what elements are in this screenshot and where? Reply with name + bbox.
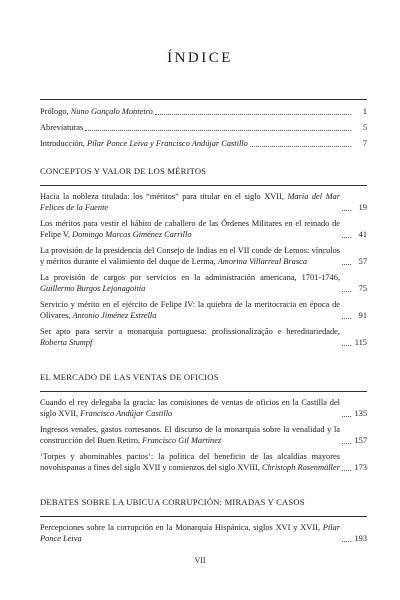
toc-entry: ‘Torpes y abominables pactos’: la política del beneficio de las alcaldías mayores novohispanas a fines del siglo XVII y comienzos del siglo XVIII, Christoph Rosenmüller 173 [40, 452, 367, 472]
entry-page: 1 [362, 107, 367, 116]
entry-page: 7 [362, 139, 367, 148]
toc-entry: Ingresos venales, gastos cortesanos. El discurso de la monarquía sobre la venalidad y la construcción del Buen Retiro, Francisco Gil Martínez 157 [40, 425, 367, 445]
toc-entry: Servicio y mérito en el ejército de Felipe IV: la quiebra de la meritocracia en época de Olivares, Antonio Jiménez Estrella 91 [40, 300, 367, 320]
page-number-footer: VII [194, 556, 206, 565]
entry-author: María del Mar Felices de la Fuente [40, 192, 340, 212]
toc-entry: Los méritos para vestir el hábito de caballero de las Órdenes Militares en el reinado de Felipe V, Domingo Marcos Giménez Carrillo 41 [40, 219, 367, 239]
toc-entry: Ser apto para servir a monarquía portuguesa: profissionalização e hereditariedade, Roberta Stumpf 115 [40, 327, 367, 347]
section-heading: EL MERCADO DE LAS VENTAS DE OFICIOS [40, 372, 219, 382]
section-heading: CONCEPTOS Y VALOR DE LOS MÉRITOS [40, 166, 207, 176]
entry-page: 115 [354, 338, 367, 347]
entry-page: 91 [358, 311, 367, 320]
toc-entry: La provisión de cargos por servicios en la administración americana, 1701-1746, Guillermo Burgos Lejonagoitia 75 [40, 273, 367, 293]
toc-entry: La provisión de la presidencia del Consejo de Indias en el VII conde de Lemos: vínculos y méritos durante el valimiento del duque de Lerma, Amorina Villarreal Brasca 57 [40, 246, 367, 266]
entry-author: Nuno Gonçalo Monteiro [70, 107, 153, 116]
toc-entry: Cuando el rey delegaba la gracia: las comisiones de ventas de oficios en la Castilla del siglo XVII, Francisco Andújar Castillo 135 [40, 398, 367, 418]
section-debates [40, 497, 367, 549]
entry-author: Pilar Ponce Leiva y Francisco Andújar Castillo [86, 139, 248, 148]
entry-author: Domingo Marcos Giménez Carrillo [72, 230, 192, 239]
entry-author: Francisco Gil Martínez [142, 436, 222, 445]
entry-author: Antonio Jiménez Estrella [72, 311, 157, 320]
section-mercado [40, 372, 367, 478]
divider [40, 391, 367, 392]
divider [40, 99, 367, 100]
entry-page: 57 [358, 257, 367, 266]
section-heading: DEBATES SOBRE LA UBICUA CORRUPCIÓN: MIRADAS Y CASOS [40, 497, 305, 507]
entry-page: 19 [358, 203, 367, 212]
toc-entry: Introducción, Pilar Ponce Leiva y Francisco Andújar Castillo 7 [40, 139, 367, 148]
front-matter [40, 99, 367, 154]
entry-author: Amorina Villarreal Brasca [217, 257, 308, 266]
entry-page: 75 [358, 284, 367, 293]
entry-author: Guillermo Burgos Lejonagoitia [40, 284, 146, 293]
toc-entry: Prólogo, Nuno Gonçalo Monteiro 1 [40, 107, 367, 116]
divider [40, 516, 367, 517]
entry-page: 5 [362, 123, 367, 132]
page-title: ÍNDICE [167, 50, 233, 66]
entry-page: 135 [354, 409, 367, 418]
divider [40, 185, 367, 186]
entry-author: Christoph Rosenmüller [261, 463, 340, 472]
section-conceptos [40, 166, 367, 353]
toc-entry: Hacia la nobleza titulada: los “méritos” para titular en el siglo XVII, María del Mar Felices de la Fuente 19 [40, 192, 367, 212]
toc-entry: Percepciones sobre la corrupción en la Monarquía Hispánica, siglos XVI y XVII, Pilar Ponce Leiva 193 [40, 523, 367, 543]
entry-page: 173 [354, 463, 367, 472]
entry-author: Francisco Andújar Castillo [80, 409, 173, 418]
entry-author: Pilar Ponce Leiva [40, 523, 340, 543]
entry-author: Roberta Stumpf [40, 338, 93, 347]
entry-page: 193 [354, 534, 367, 543]
entry-page: 157 [354, 436, 367, 445]
entry-page: 41 [358, 230, 367, 239]
toc-entry: Abreviaturas 5 [40, 123, 367, 132]
